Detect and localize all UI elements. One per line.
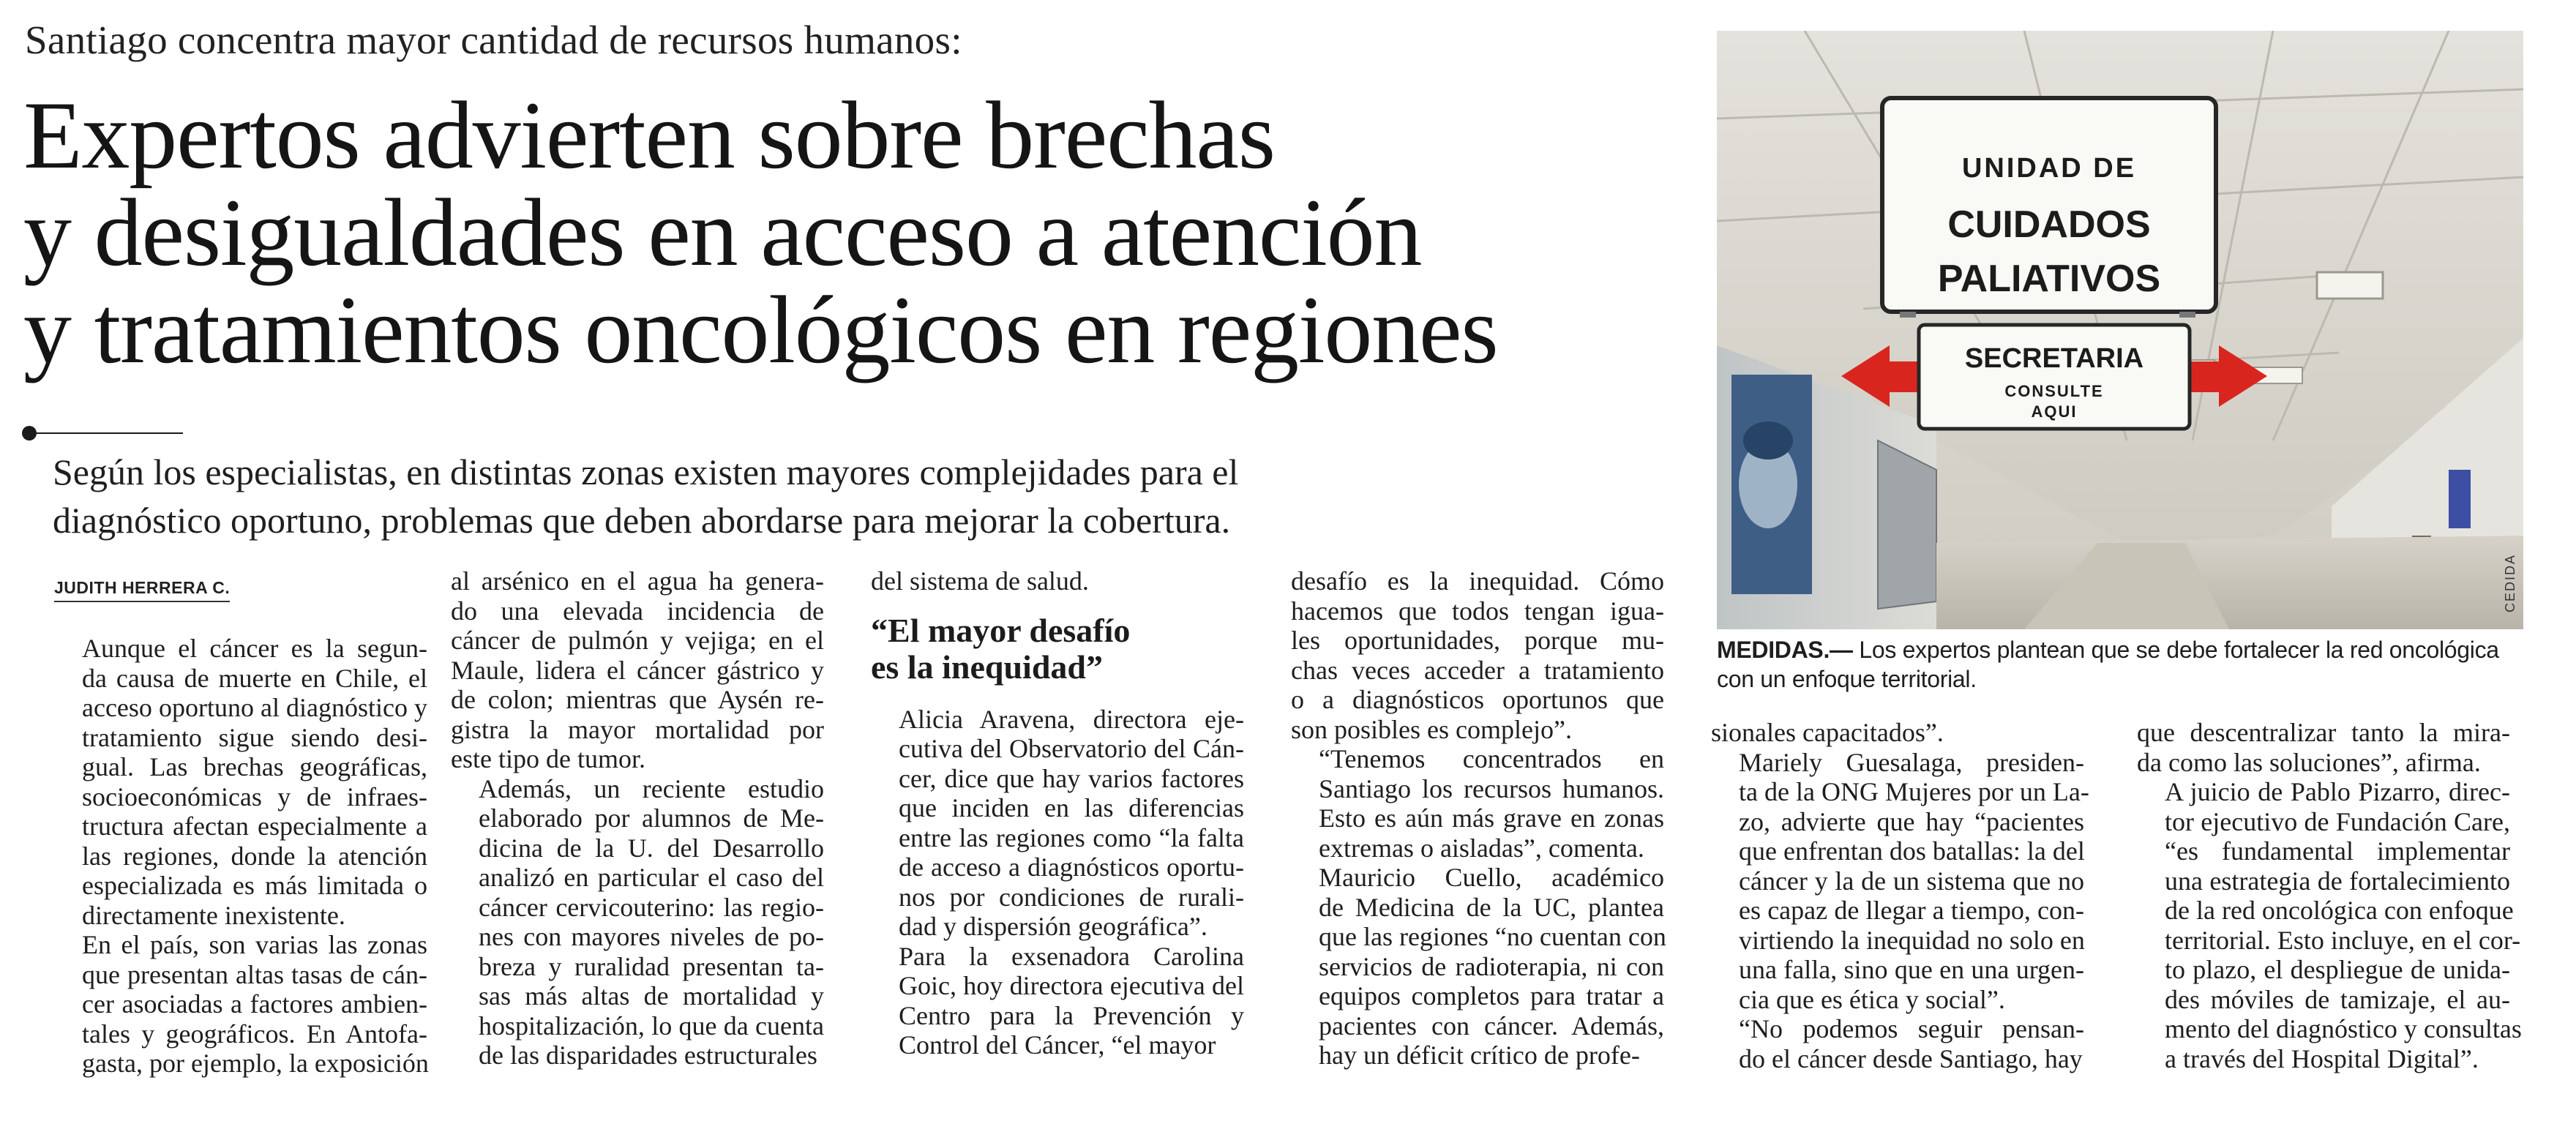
text-line: del sistema de salud.: [871, 566, 1089, 596]
text-line: les oportunidades, porque mu-: [1291, 626, 1664, 655]
text-line: “Tenemos concentrados en: [1319, 744, 1664, 773]
text-line: cer, dice que hay varios factores: [899, 763, 1244, 793]
text-line: to plazo, el despliegue de unida-: [2165, 955, 2510, 984]
small-sign-line-2: CONSULTE: [2004, 382, 2104, 400]
text-line: tales y geográficos. En Antofa-: [82, 1019, 427, 1049]
text-line: gual. Las brechas geográficas,: [82, 752, 427, 781]
text-line: cáncer y la de un sistema que no: [1739, 866, 2084, 896]
paragraph: [871, 942, 1244, 1060]
text-line: especializada es más limitada o: [82, 871, 427, 900]
text-line: ta de la ONG Mujeres por un La-: [1739, 777, 2089, 806]
small-sign-line-1: SECRETARIA: [1964, 343, 2144, 374]
text-line: da causa de muerte en Chile, el: [82, 663, 427, 693]
headline-line: Expertos advierten sobre brechas: [23, 81, 1275, 189]
deck-line: Según los especialistas, en distintas zonas existen mayores complejidades para el: [53, 451, 1239, 492]
paragraph: [54, 930, 427, 1079]
column-6: [2137, 718, 2522, 1073]
text-line: de Medicina de la UC, plantea: [1319, 892, 1664, 922]
text-line: dad y dispersión geográfica”.: [899, 912, 1208, 941]
text-line: tructura afectan especialmente a: [82, 811, 427, 841]
column-3-top: [871, 566, 1244, 596]
text-line: Alicia Aravena, directora eje-: [899, 704, 1244, 734]
text-line: acceso oportuno al diagnóstico y: [82, 693, 427, 722]
text-line: que presentan altas tasas de cán-: [82, 959, 427, 989]
text-line: sas más altas de mortalidad y: [479, 981, 824, 1011]
sign-line-1: UNIDAD DE: [1961, 153, 2137, 184]
text-line: “es fundamental implementar: [2165, 836, 2510, 866]
caption-line: [1717, 635, 2529, 664]
paragraph: [2137, 718, 2510, 777]
paragraph: [1291, 744, 1664, 863]
text-line: una falla, sino que en una urgen-: [1739, 955, 2084, 984]
text-line: que las regiones “no cuentan con: [1319, 922, 1666, 951]
text-line: de la red oncológica con enfoque: [2165, 896, 2514, 925]
sign-line-2: CUIDADOS: [1947, 203, 2151, 246]
subhead-line: “El mayor desafío: [871, 611, 1131, 649]
text-line: Mauricio Cuello, académico: [1319, 863, 1664, 892]
text-line: una estrategia de fortalecimiento: [2165, 866, 2510, 896]
column-5: [1711, 718, 2089, 1073]
text-line: Mariely Guesalaga, presiden-: [1739, 747, 2084, 777]
text-line: hospitalización, lo que da cuenta: [479, 1011, 824, 1041]
text-line: Control del Cáncer, “el mayor: [899, 1030, 1216, 1060]
text-line: do una elevada incidencia de: [451, 596, 824, 626]
text-line: Aunque el cáncer es la segun-: [82, 634, 427, 663]
headline-line: y desigualdades en acceso a atención: [23, 179, 1422, 286]
text-line: al arsénico en el agua ha genera-: [451, 566, 824, 596]
text-line: tratamiento sigue siendo desi-: [82, 722, 427, 752]
text-line: desafío es la inequidad. Cómo: [1291, 566, 1664, 596]
text-line: En el país, son varias las zonas: [82, 930, 427, 959]
caption-text: Los expertos plantean que se debe fortalecer la red oncológica: [1859, 637, 2499, 663]
subhead-line: es la inequidad”: [871, 648, 1103, 686]
text-line: Para la exsenadora Carolina: [899, 941, 1244, 971]
text-line: zo, advierte que hay “pacientes: [1739, 806, 2084, 836]
paragraph: [1711, 747, 2089, 1015]
text-line: servicios de radioterapia, ni con: [1319, 951, 1664, 981]
column-1: [54, 634, 427, 1079]
text-line: cia que es ética y social”.: [1739, 984, 2005, 1014]
text-line: o a diagnósticos oportunos que: [1291, 685, 1664, 714]
text-line: elaborado por alumnos de Me-: [479, 803, 824, 833]
deck: [53, 448, 1677, 544]
text-line: hacemos que todos tengan igua-: [1291, 596, 1664, 626]
text-line: Santiago los recursos humanos.: [1319, 773, 1664, 803]
text-line: des móviles de tamizaje, el au-: [2165, 984, 2510, 1014]
headline: [23, 81, 1707, 383]
text-line: de las disparidades estructurales: [479, 1041, 817, 1070]
text-line: Esto es aún más grave en zonas: [1319, 803, 1664, 833]
text-line: hay un déficit crítico de profe-: [1319, 1041, 1640, 1070]
text-line: entre las regiones como “la falta: [899, 822, 1244, 852]
text-line: que descentralizar tanto la mira-: [2137, 718, 2510, 747]
paragraph: [871, 566, 1244, 596]
text-line: a través del Hospital Digital”.: [2165, 1043, 2479, 1073]
paragraph: [2137, 777, 2522, 1073]
sign-line-3: PALIATIVOS: [1937, 258, 2161, 300]
text-line: gistra la mayor mortalidad por: [451, 714, 824, 744]
text-line: breza y ruralidad presentan ta-: [479, 951, 824, 981]
text-line: territorial. Esto incluye, en el cor-: [2165, 925, 2521, 955]
text-line: Centro para la Prevención y: [899, 1000, 1244, 1030]
text-line: nes con mayores niveles de po-: [479, 922, 824, 951]
hospital-corridor-photo: [1717, 31, 2523, 629]
text-line: chas veces acceder a tratamiento: [1291, 655, 1664, 685]
text-line: nos por condiciones de rurali-: [899, 882, 1244, 912]
text-line: tor ejecutivo de Fundación Care,: [2165, 806, 2510, 836]
text-line: gasta, por ejemplo, la exposición: [82, 1049, 429, 1078]
text-line: socioeconómicas y de infraes-: [82, 781, 427, 811]
paragraph: [1291, 863, 1664, 1071]
text-line: A juicio de Pablo Pizarro, direc-: [2165, 777, 2510, 806]
paragraph: [1711, 1014, 2084, 1073]
text-line: de acceso a diagnósticos oportu-: [899, 852, 1244, 882]
text-line: las regiones, donde la atención: [82, 841, 427, 871]
column-3-body: [871, 705, 1244, 1060]
text-line: dicina de la U. del Desarrollo: [479, 833, 824, 863]
text-line: mento del diagnóstico y consultas: [2165, 1014, 2522, 1043]
text-line: Goic, hoy directora ejecutiva del: [899, 971, 1244, 1000]
paragraph: [451, 566, 824, 774]
column-4: [1291, 566, 1664, 1071]
paragraph: [451, 774, 824, 1071]
text-line: analizó en particular el caso del: [479, 863, 824, 892]
byline: JUDITH HERRERA C.: [54, 578, 230, 602]
photo-credit: CEDIDA: [2503, 553, 2517, 612]
photo-caption: [1717, 635, 2529, 694]
paragraph: [54, 634, 427, 930]
text-line: pacientes con cáncer. Además,: [1319, 1011, 1664, 1041]
text-line: equipos completos para tratar a: [1319, 981, 1664, 1011]
caption-line: con un enfoque territorial.: [1717, 666, 1977, 692]
paragraph: [1291, 566, 1664, 744]
text-line: do el cáncer desde Santiago, hay: [1739, 1043, 2083, 1073]
text-line: sionales capacitados”.: [1711, 718, 1944, 747]
text-line: directamente inexistente.: [82, 900, 345, 930]
text-line: cutiva del Observatorio del Cán-: [899, 734, 1244, 763]
subhead: [871, 612, 1244, 686]
text-line: virtiendo la inequidad no solo en: [1739, 925, 2085, 955]
text-line: cáncer de pulmón y vejiga; en el: [451, 626, 824, 655]
column-2: [451, 566, 824, 1071]
text-line: que enfrentan dos batallas: la del: [1739, 836, 2085, 866]
text-line: “No podemos seguir pensan-: [1739, 1014, 2084, 1043]
caption-label: MEDIDAS.—: [1717, 637, 1853, 663]
text-line: Maule, lidera el cáncer gástrico y: [451, 655, 824, 685]
text-line: son posibles es complejo”.: [1291, 714, 1572, 744]
text-line: Además, un reciente estudio: [479, 773, 824, 803]
text-line: que inciden en las diferencias: [899, 793, 1244, 822]
text-line: de colon; mientras que Aysén re-: [451, 685, 824, 714]
column-3: [871, 566, 1244, 1060]
paragraph: [871, 705, 1244, 942]
kicker: Santiago concentra mayor cantidad de recursos humanos:: [25, 18, 962, 62]
text-line: cer asociadas a factores ambien-: [82, 989, 427, 1019]
paragraph: [1711, 718, 2084, 748]
deck-line: diagnóstico oportuno, problemas que deben abordarse para mejorar la cobertura.: [53, 500, 1231, 541]
text-line: extremas o aisladas”, comenta.: [1319, 833, 1644, 863]
headline-line: y tratamientos oncológicos en regiones: [23, 276, 1498, 383]
text-line: este tipo de tumor.: [451, 744, 645, 773]
divider-line: [29, 432, 183, 434]
text-line: es capaz de llegar a tiempo, con-: [1739, 896, 2084, 925]
small-sign-line-3: AQUI: [2031, 402, 2078, 421]
text-line: cáncer cervicouterino: las regio-: [479, 892, 824, 922]
text-line: da como las soluciones”, afirma.: [2137, 747, 2481, 777]
